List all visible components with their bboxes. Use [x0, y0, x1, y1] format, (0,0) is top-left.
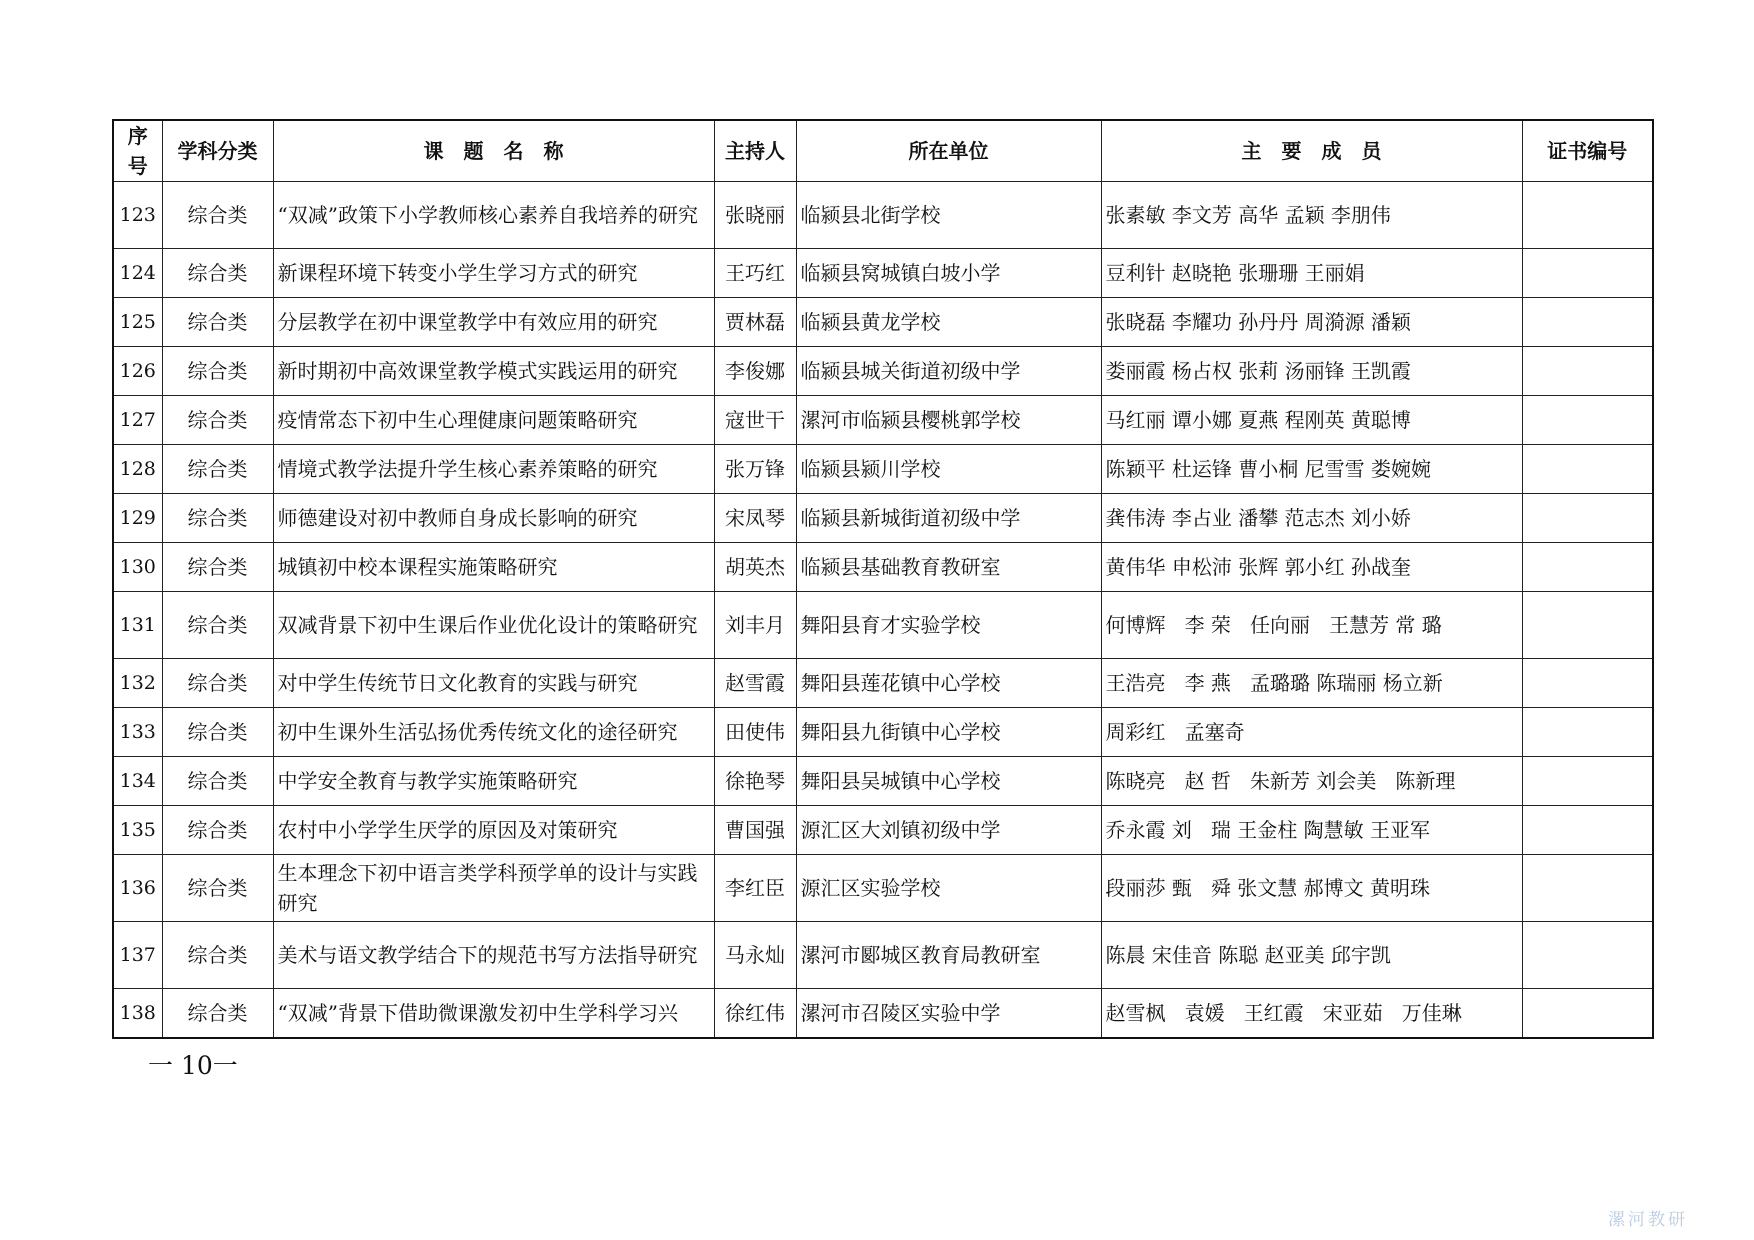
cell-host: 寇世干	[714, 396, 796, 445]
cell-seq: 135	[113, 806, 162, 855]
cell-title: 美术与语文教学结合下的规范书写方法指导研究	[273, 922, 714, 989]
cell-members: 王浩亮 李 燕 孟璐璐 陈瑞丽 杨立新	[1101, 659, 1522, 708]
cell-cert	[1522, 445, 1653, 494]
cell-unit: 漯河市召陵区实验中学	[796, 989, 1101, 1039]
cell-seq: 127	[113, 396, 162, 445]
cell-cert	[1522, 494, 1653, 543]
cell-title: 农村中小学学生厌学的原因及对策研究	[273, 806, 714, 855]
cell-seq: 129	[113, 494, 162, 543]
cell-unit: 临颍县颍川学校	[796, 445, 1101, 494]
cell-cert	[1522, 249, 1653, 298]
cell-category: 综合类	[162, 806, 273, 855]
header-title: 课 题 名 称	[273, 120, 714, 182]
cell-members: 马红丽 谭小娜 夏燕 程刚英 黄聪博	[1101, 396, 1522, 445]
cell-cert	[1522, 396, 1653, 445]
cell-title: 双减背景下初中生课后作业优化设计的策略研究	[273, 592, 714, 659]
cell-seq: 133	[113, 708, 162, 757]
cell-category: 综合类	[162, 298, 273, 347]
cell-unit: 临颍县窝城镇白坡小学	[796, 249, 1101, 298]
cell-host: 李红臣	[714, 855, 796, 922]
cell-members: 赵雪枫 袁媛 王红霞 宋亚茹 万佳琳	[1101, 989, 1522, 1039]
table-row	[113, 855, 1653, 922]
cell-members: 周彩红 孟塞奇	[1101, 708, 1522, 757]
cell-title: 生本理念下初中语言类学科预学单的设计与实践研究	[273, 855, 714, 922]
cell-title: 情境式教学法提升学生核心素养策略的研究	[273, 445, 714, 494]
table-row	[113, 445, 1653, 494]
cell-host: 胡英杰	[714, 543, 796, 592]
cell-unit: 临颍县新城街道初级中学	[796, 494, 1101, 543]
cell-category: 综合类	[162, 989, 273, 1039]
cell-title: 对中学生传统节日文化教育的实践与研究	[273, 659, 714, 708]
cell-category: 综合类	[162, 494, 273, 543]
cell-unit: 舞阳县吴城镇中心学校	[796, 757, 1101, 806]
cell-category: 综合类	[162, 347, 273, 396]
cell-seq: 130	[113, 543, 162, 592]
cell-seq: 126	[113, 347, 162, 396]
cell-host: 宋凤琴	[714, 494, 796, 543]
table-row	[113, 708, 1653, 757]
cell-unit: 临颍县北街学校	[796, 182, 1101, 249]
table-row	[113, 494, 1653, 543]
cell-members: 段丽莎 甄 舜 张文慧 郝博文 黄明珠	[1101, 855, 1522, 922]
cell-cert	[1522, 592, 1653, 659]
cell-title: 师德建设对初中教师自身成长影响的研究	[273, 494, 714, 543]
cell-seq: 131	[113, 592, 162, 659]
cell-unit: 舞阳县九街镇中心学校	[796, 708, 1101, 757]
cell-category: 综合类	[162, 543, 273, 592]
cell-title: 中学安全教育与教学实施策略研究	[273, 757, 714, 806]
cell-category: 综合类	[162, 757, 273, 806]
cell-title: “双减”背景下借助微课激发初中生学科学习兴	[273, 989, 714, 1039]
cell-title: 新课程环境下转变小学生学习方式的研究	[273, 249, 714, 298]
table-row	[113, 989, 1653, 1039]
cell-cert	[1522, 347, 1653, 396]
cell-category: 综合类	[162, 922, 273, 989]
watermark: 漯河教研	[1608, 1210, 1688, 1230]
cell-seq: 138	[113, 989, 162, 1039]
cell-seq: 134	[113, 757, 162, 806]
cell-host: 刘丰月	[714, 592, 796, 659]
table-row	[113, 659, 1653, 708]
cell-seq: 132	[113, 659, 162, 708]
cell-category: 综合类	[162, 445, 273, 494]
table-row	[113, 592, 1653, 659]
cell-host: 李俊娜	[714, 347, 796, 396]
cell-members: 娄丽霞 杨占权 张莉 汤丽锋 王凯霞	[1101, 347, 1522, 396]
table-row	[113, 182, 1653, 249]
cell-category: 综合类	[162, 708, 273, 757]
cell-title: 疫情常态下初中生心理健康问题策略研究	[273, 396, 714, 445]
cell-cert	[1522, 708, 1653, 757]
cell-host: 张晓丽	[714, 182, 796, 249]
cell-cert	[1522, 543, 1653, 592]
table-row	[113, 396, 1653, 445]
cell-title: 城镇初中校本课程实施策略研究	[273, 543, 714, 592]
table-row	[113, 249, 1653, 298]
cell-cert	[1522, 659, 1653, 708]
cell-host: 徐红伟	[714, 989, 796, 1039]
header-members: 主 要 成 员	[1101, 120, 1522, 182]
cell-unit: 临颍县黄龙学校	[796, 298, 1101, 347]
cell-members: 黄伟华 申松沛 张辉 郭小红 孙战奎	[1101, 543, 1522, 592]
cell-category: 综合类	[162, 855, 273, 922]
cell-cert	[1522, 298, 1653, 347]
cell-seq: 124	[113, 249, 162, 298]
cell-host: 张万锋	[714, 445, 796, 494]
cell-unit: 源汇区实验学校	[796, 855, 1101, 922]
cell-unit: 舞阳县莲花镇中心学校	[796, 659, 1101, 708]
cell-members: 龚伟涛 李占业 潘攀 范志杰 刘小娇	[1101, 494, 1522, 543]
cell-category: 综合类	[162, 659, 273, 708]
cell-seq: 128	[113, 445, 162, 494]
cell-cert	[1522, 989, 1653, 1039]
cell-title: “双减”政策下小学教师核心素养自我培养的研究	[273, 182, 714, 249]
header-seq: 序号	[113, 120, 162, 182]
header-cert: 证书编号	[1522, 120, 1653, 182]
cell-unit: 源汇区大刘镇初级中学	[796, 806, 1101, 855]
table-row	[113, 922, 1653, 989]
cell-host: 徐艳琴	[714, 757, 796, 806]
cell-title: 新时期初中高效课堂教学模式实践运用的研究	[273, 347, 714, 396]
header-row	[113, 120, 1653, 182]
cell-unit: 临颍县基础教育教研室	[796, 543, 1101, 592]
cell-members: 张素敏 李文芳 高华 孟颖 李朋伟	[1101, 182, 1522, 249]
cell-unit: 舞阳县育才实验学校	[796, 592, 1101, 659]
cell-category: 综合类	[162, 592, 273, 659]
cell-cert	[1522, 855, 1653, 922]
cell-category: 综合类	[162, 249, 273, 298]
cell-members: 豆利针 赵晓艳 张珊珊 王丽娟	[1101, 249, 1522, 298]
table-body	[113, 182, 1653, 1039]
cell-seq: 123	[113, 182, 162, 249]
cell-seq: 125	[113, 298, 162, 347]
cell-title: 分层教学在初中课堂教学中有效应用的研究	[273, 298, 714, 347]
header-host: 主持人	[714, 120, 796, 182]
cell-category: 综合类	[162, 396, 273, 445]
cell-members: 陈晓亮 赵 哲 朱新芳 刘会美 陈新理	[1101, 757, 1522, 806]
cell-host: 赵雪霞	[714, 659, 796, 708]
table-row	[113, 543, 1653, 592]
cell-unit: 漯河市临颍县樱桃郭学校	[796, 396, 1101, 445]
cell-cert	[1522, 922, 1653, 989]
cell-host: 贾林磊	[714, 298, 796, 347]
cell-title: 初中生课外生活弘扬优秀传统文化的途径研究	[273, 708, 714, 757]
cell-seq: 136	[113, 855, 162, 922]
cell-cert	[1522, 806, 1653, 855]
table-row	[113, 298, 1653, 347]
cell-category: 综合类	[162, 182, 273, 249]
cell-unit: 临颍县城关街道初级中学	[796, 347, 1101, 396]
cell-seq: 137	[113, 922, 162, 989]
cell-unit: 漯河市郾城区教育局教研室	[796, 922, 1101, 989]
header-category: 学科分类	[162, 120, 273, 182]
cell-members: 乔永霞 刘 瑞 王金柱 陶慧敏 王亚军	[1101, 806, 1522, 855]
table-row	[113, 806, 1653, 855]
cell-members: 张晓磊 李耀功 孙丹丹 周漪源 潘颖	[1101, 298, 1522, 347]
table-row	[113, 757, 1653, 806]
cell-host: 马永灿	[714, 922, 796, 989]
project-table	[112, 119, 1654, 1039]
cell-host: 曹国强	[714, 806, 796, 855]
cell-members: 陈颖平 杜运锋 曹小桐 尼雪雪 娄婉婉	[1101, 445, 1522, 494]
cell-cert	[1522, 182, 1653, 249]
cell-host: 王巧红	[714, 249, 796, 298]
cell-host: 田使伟	[714, 708, 796, 757]
page-number: 一 10一	[148, 1051, 238, 1080]
project-table-container	[112, 119, 1654, 1039]
cell-members: 陈晨 宋佳音 陈聪 赵亚美 邱宇凯	[1101, 922, 1522, 989]
cell-cert	[1522, 757, 1653, 806]
header-unit: 所在单位	[796, 120, 1101, 182]
cell-members: 何博辉 李 荣 任向丽 王慧芳 常 璐	[1101, 592, 1522, 659]
table-row	[113, 347, 1653, 396]
